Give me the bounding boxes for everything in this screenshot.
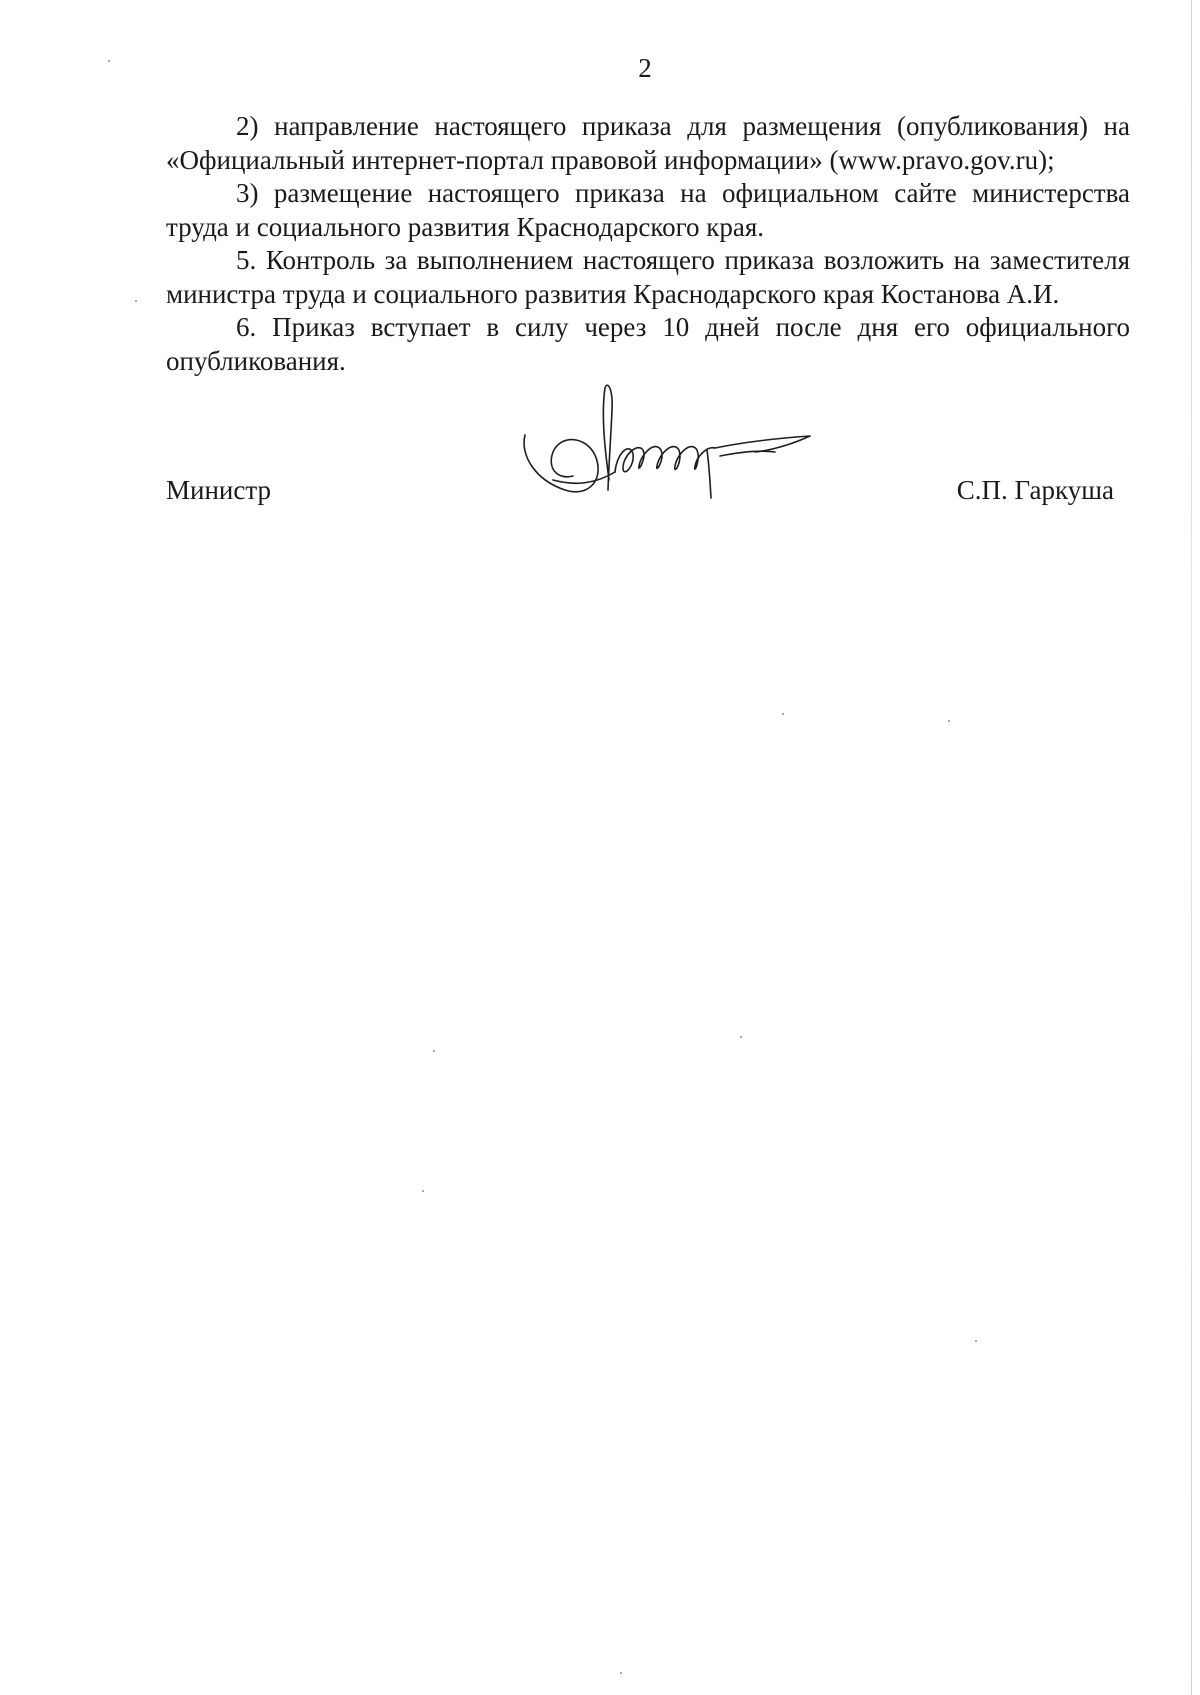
paragraph-item-5: 5. Контроль за выполнением настоящего приказа возложить на заместителя министра труда и социального развития Краснодарского края Костанова А.И.	[166, 245, 1130, 309]
scan-speck	[948, 720, 950, 722]
scan-speck	[975, 1340, 977, 1342]
scan-speck	[135, 300, 137, 302]
signatory-title: Министр	[166, 475, 271, 505]
paragraph-item-2: 2) направление настоящего приказа для размещения (опубликования) на «Официальный интернет-портал правовой информации» (www.pravo.gov.ru);	[166, 111, 1130, 175]
scan-speck	[782, 713, 784, 715]
page-number: 2	[638, 53, 652, 83]
handwritten-signature	[505, 380, 835, 540]
paragraph-item-6: 6. Приказ вступает в силу через 10 дней после дня его официального опубликования.	[166, 312, 1130, 376]
scan-speck	[740, 1036, 742, 1038]
signatory-name: С.П. Гаркуша	[956, 475, 1114, 505]
paragraph-item-3: 3) размещение настоящего приказа на официальном сайте министерства труда и социального развития Краснодарского края.	[166, 178, 1130, 242]
scan-speck	[108, 60, 110, 62]
scan-speck	[433, 1050, 435, 1052]
scan-speck	[620, 1672, 622, 1674]
signature-block	[0, 0, 1200, 560]
scan-speck	[422, 1190, 424, 1192]
